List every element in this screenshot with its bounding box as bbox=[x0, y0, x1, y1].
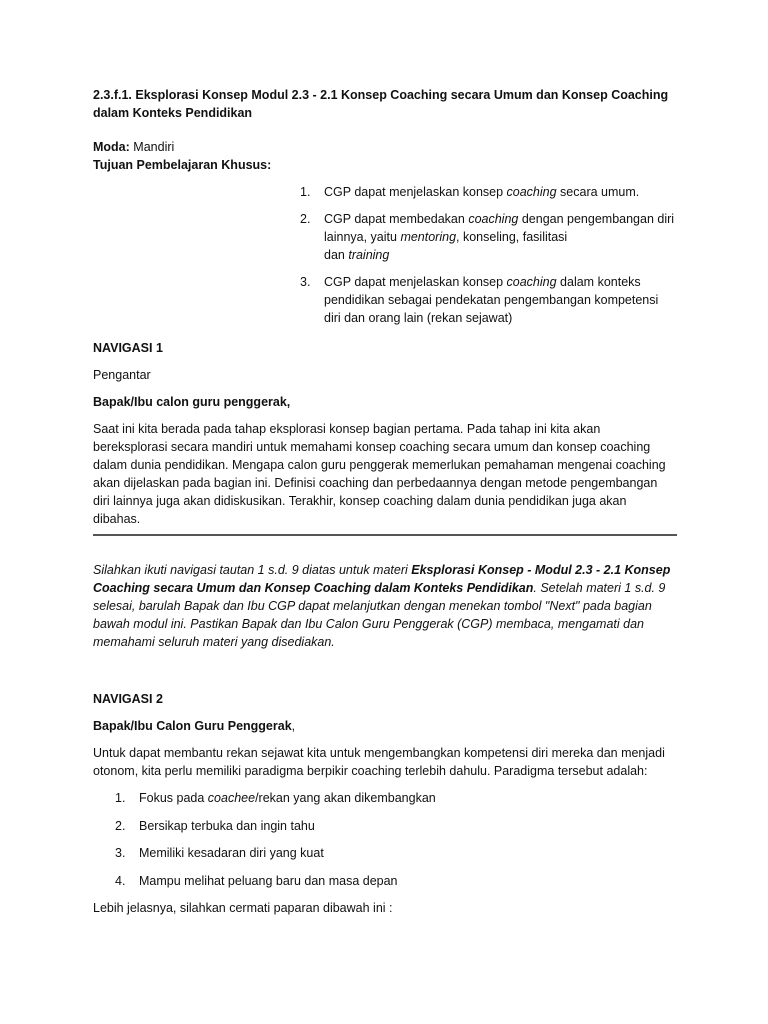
moda-line bbox=[93, 138, 677, 156]
tujuan-label: Tujuan Pembelajaran Khusus: bbox=[93, 158, 272, 172]
paradigm-list bbox=[115, 789, 677, 890]
goal-item: 1. CGP dapat menjelaskan konsep coaching secara umum. bbox=[300, 185, 640, 199]
nav1-greeting: Bapak/Ibu calon guru penggerak, bbox=[93, 395, 291, 409]
document-page bbox=[93, 86, 677, 926]
nav1-heading: NAVIGASI 1 bbox=[93, 341, 163, 355]
instruction-module-title: Eksplorasi Konsep - Modul 2.3 - 2.1 Konsep Coaching secara Umum dan Konsep Coaching dalam Konteks Pendidikan bbox=[93, 563, 671, 595]
paradigm-item: 1. Fokus pada coachee/rekan yang akan dikembangkan bbox=[115, 791, 436, 805]
document-title: 2.3.f.1. Eksplorasi Konsep Modul 2.3 - 2.1 Konsep Coaching secara Umum dan Konsep Coaching dalam Konteks Pendidikan bbox=[93, 88, 669, 120]
nav2-heading: NAVIGASI 2 bbox=[93, 692, 163, 706]
paradigm-item: 3. Memiliki kesadaran diri yang kuat bbox=[115, 846, 324, 860]
nav2-body: Untuk dapat membantu rekan sejawat kita untuk mengembangkan kompetensi diri mereka dan menjadi otonom, kita perlu memiliki paradigma berpikir coaching terlebih dahulu. Paradigma tersebut adalah: bbox=[93, 746, 665, 778]
nav1-intro: Pengantar bbox=[93, 368, 151, 382]
goal-item: 3. CGP dapat menjelaskan konsep coaching dalam konteks pendidikan sebagai pendekatan pengembangan kompetensi diri dan orang lain (rekan sejawat) bbox=[300, 275, 659, 325]
nav2-greeting: Bapak/Ibu Calon Guru Penggerak, bbox=[93, 719, 296, 733]
moda-value: Mandiri bbox=[133, 140, 175, 154]
paradigm-item: 4. Mampu melihat peluang baru dan masa depan bbox=[115, 873, 398, 888]
nav2-closing: Lebih jelasnya, silahkan cermati paparan dibawah ini : bbox=[93, 901, 393, 915]
learning-goals-list bbox=[298, 183, 677, 327]
section-divider bbox=[93, 534, 677, 536]
nav1-body: Saat ini kita berada pada tahap eksplorasi konsep bagian pertama. Pada tahap ini kita akan bereksplorasi secara mandiri untuk memahami konsep coaching secara umum dan konsep coaching dalam dunia pendidikan. Mengapa calon guru penggerak memerlukan pemahaman mengenai coaching akan dijelaskan pada bagian ini. Definisi coaching dan perbedaannya dengan metode pengembangan diri lainnya juga akan didiskusikan. Terakhir, konsep coaching dalam dunia pendidikan juga akan dibahas. bbox=[93, 422, 666, 526]
navigation-instruction: Silahkan ikuti navigasi tautan 1 s.d. 9 diatas untuk materi Eksplorasi Konsep - Modul 2.3 - 2.1 Konsep Coaching secara Umum dan Konsep Coaching dalam Konteks Pendidikan. Setelah materi 1 s.d. 9 selesai, barulah Bapak dan Ibu CGP dapat melanjutkan dengan menekan tombol "Next" pada bagian bawah modul ini. Pastikan Bapak dan Ibu Calon Guru Penggerak (CGP) membaca, mengamati dan memahami seluruh materi yang disediakan. bbox=[93, 563, 671, 649]
paradigm-item: 2. Bersikap terbuka dan ingin tahu bbox=[115, 818, 315, 833]
goal-item: 2. CGP dapat membedakan coaching dengan pengembangan diri lainnya, yaitu mentoring, konseling, fasilitasi dan training bbox=[300, 212, 675, 262]
moda-label: Moda: bbox=[93, 140, 130, 154]
